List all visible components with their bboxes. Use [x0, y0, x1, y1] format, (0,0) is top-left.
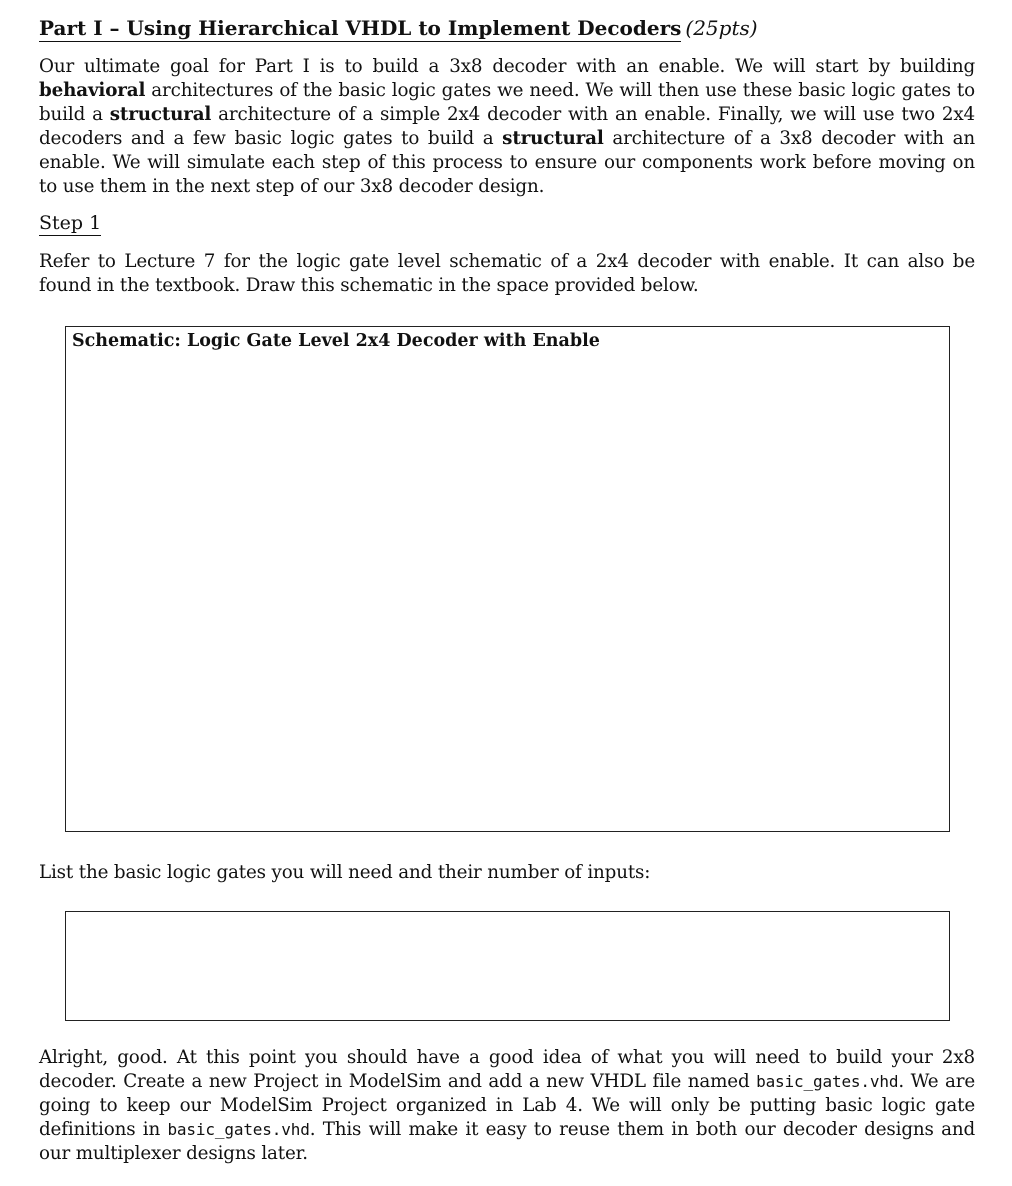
closing-text-2: . We are going to keep our ModelSim Project organized in Lab 4. We will only be putting basic logic gate definitions in	[39, 1071, 975, 1140]
schematic-box-label: Schematic: Logic Gate Level 2x4 Decoder with Enable	[72, 331, 600, 351]
closing-text-1: Alright, good. At this point you should have a good idea of what you will need to build your 2x8 decoder. Create a new Project in ModelSim and add a new VHDL file named	[39, 1047, 975, 1092]
intro-text-4: architecture of a 3x8 decoder with an enable. We will simulate each step of this process to ensure our components work before moving on to use them in the next step of our 3x8 decoder design.	[39, 128, 975, 197]
gates-answer-box[interactable]	[65, 911, 950, 1021]
closing-paragraph	[39, 1046, 975, 1166]
part-title: Part I – Using Hierarchical VHDL to Implement Decoders	[39, 16, 682, 40]
step-heading: Step 1	[39, 212, 102, 234]
part-points: (25pts)	[685, 16, 758, 40]
intro-paragraph	[39, 55, 975, 199]
intro-text-3: architecture of a simple 2x4 decoder with an enable. Finally, we will use two 2x4 decoders and a few basic logic gates to build a	[39, 104, 975, 149]
intro-bold-structural-1: structural	[109, 104, 212, 125]
refer-paragraph: Refer to Lecture 7 for the logic gate level schematic of a 2x4 decoder with enable. It can also be found in the textbook. Draw this schematic in the space provided below.	[39, 251, 975, 296]
schematic-answer-box[interactable]	[65, 326, 950, 832]
intro-bold-structural-2: structural	[502, 128, 604, 149]
intro-text-1: Our ultimate goal for Part I is to build a 3x8 decoder with an enable. We will start by building	[39, 56, 975, 77]
filename-basic-gates-1: basic_gates.vhd	[756, 1072, 899, 1091]
gates-list-prompt: List the basic logic gates you will need and their number of inputs:	[39, 862, 651, 883]
closing-text-3: . This will make it easy to reuse them in both our decoder designs and our multiplexer designs later.	[39, 1119, 975, 1164]
part-heading	[39, 14, 758, 42]
intro-text-2: architectures of the basic logic gates we need. We will then use these basic logic gates to build a	[39, 80, 975, 125]
filename-basic-gates-2: basic_gates.vhd	[167, 1120, 310, 1139]
intro-bold-behavioral: behavioral	[39, 80, 146, 101]
